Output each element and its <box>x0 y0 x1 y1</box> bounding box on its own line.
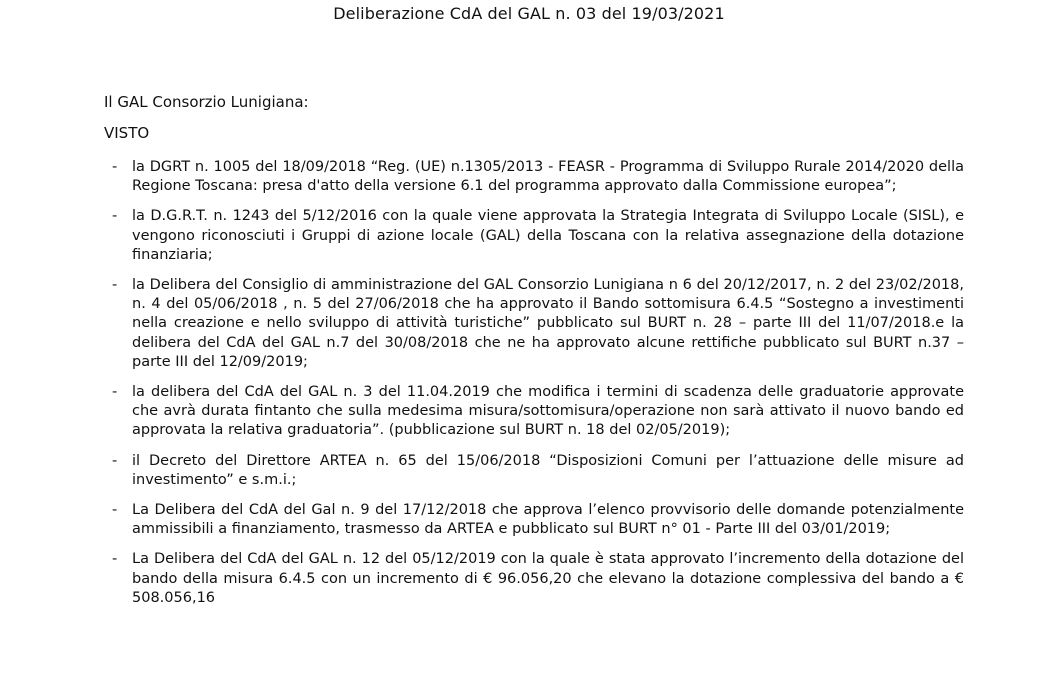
intro-text: Il GAL Consorzio Lunigiana: <box>104 93 309 111</box>
visto-item-text: La Delibera del CdA del GAL n. 12 del 05/12/2019 con la quale è stata approvato l’incremento della dotazione del bando della misura 6.4.5 con un incremento di € 96.056,20 che elevano la dotazione complessiva del bando a € 508.056,16 <box>132 551 964 606</box>
visto-item-text: la Delibera del Consiglio di amministrazione del GAL Consorzio Lunigiana n 6 del 20/12/2017, n. 2 del 23/02/2018, n. 4 del 05/06/2018 , n. 5 del 27/06/2018 che ha approvato il Bando sottomisura 6.4.5 “Sostegno a investimenti nella creazione e nello sviluppo di attività turistiche” pubblicato sul BURT n. 28 – parte III del 11/07/2018.e la delibera del CdA del GAL n.7 del 30/08/2018 che ne ha approvato alcune rettifiche pubblicato sul BURT n.37 – parte III del 12/09/2019; <box>132 277 964 370</box>
visto-item-text: la DGRT n. 1005 del 18/09/2018 “Reg. (UE) n.1305/2013 - FEASR - Programma di Sviluppo Rurale 2014/2020 della Regione Toscana: presa d'atto della versione 6.1 del programma approvato dalla Commissione europea”; <box>132 159 964 195</box>
visto-item-4 <box>104 383 964 441</box>
bullet-dash: - <box>112 502 118 519</box>
bullet-dash: - <box>112 384 118 401</box>
visto-item-2 <box>104 207 964 265</box>
visto-list <box>104 158 964 619</box>
visto-item-text: La Delibera del CdA del Gal n. 9 del 17/12/2018 che approva l’elenco provvisorio delle domande potenzialmente ammissibili a finanziamento, trasmesso da ARTEA e pubblicato sul BURT n° 01 - Parte III del 03/01/2019; <box>132 502 964 538</box>
visto-item-1 <box>104 158 964 196</box>
section-heading-visto: VISTO <box>104 124 150 142</box>
visto-item-7 <box>104 550 964 608</box>
bullet-dash: - <box>112 208 118 225</box>
bullet-dash: - <box>112 159 118 175</box>
visto-item-6 <box>104 501 964 539</box>
bullet-dash: - <box>112 551 118 568</box>
bullet-dash: - <box>112 277 118 294</box>
visto-item-3 <box>104 276 964 372</box>
bullet-dash: - <box>112 452 118 469</box>
visto-item-text: la delibera del CdA del GAL n. 3 del 11.04.2019 che modifica i termini di scadenza delle graduatorie approvate che avrà durata fintanto che sulla medesima misura/sottomisura/operazione non sarà attivato il nuovo bando ed approvata la relativa graduatoria”. (pubblicazione sul BURT n. 18 del 02/05/2019); <box>132 384 964 439</box>
visto-item-text: la D.G.R.T. n. 1243 del 5/12/2016 con la quale viene approvata la Strategia Integrata di Sviluppo Locale (SISL), e vengono riconosciuti i Gruppi di azione locale (GAL) della Toscana con la relativa assegnazione della dotazione finanziaria; <box>132 208 964 263</box>
document-title: Deliberazione CdA del GAL n. 03 del 19/03/2021 <box>333 4 725 23</box>
visto-item-5 <box>104 452 964 490</box>
visto-item-text: il Decreto del Direttore ARTEA n. 65 del 15/06/2018 “Disposizioni Comuni per l’attuazione delle misure ad investimento” e s.m.i.; <box>132 452 964 488</box>
